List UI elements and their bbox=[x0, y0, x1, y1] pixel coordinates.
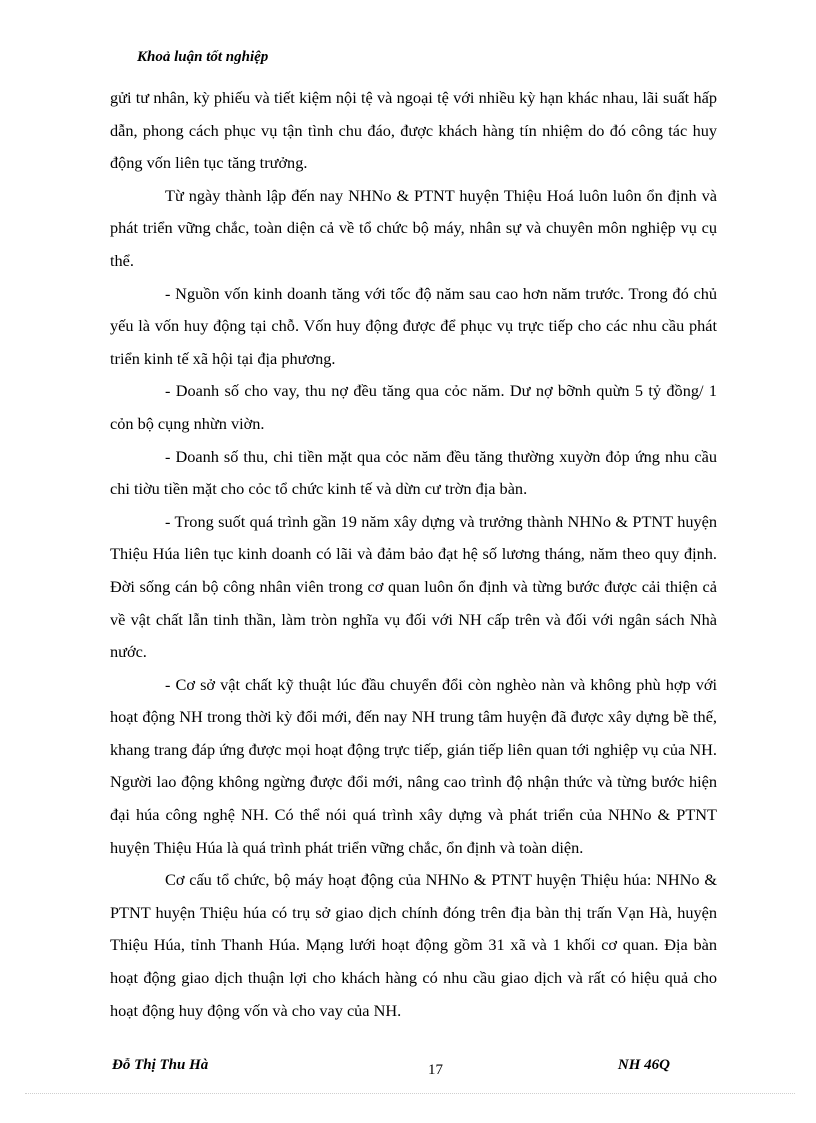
paragraph-establishment: Từ ngày thành lập đến nay NHNo & PTNT huyện Thiệu Hoá luôn luôn ổn định và phát triển vững chắc, toàn diện cả về tổ chức bộ máy, nhân sự và chuyên môn nghiệp vụ cụ thể. bbox=[110, 185, 717, 270]
page-number: 17 bbox=[428, 1062, 443, 1078]
paragraph-organization: Cơ cấu tổ chức, bộ máy hoạt động của NHNo & PTNT huyện Thiệu húa: NHNo & PTNT huyện Thiệu húa có trụ sở giao dịch chính đóng trên địa bàn thị trấn Vạn Hà, huyện Thiệu Húa, tỉnh Thanh Húa. Mạng lưới hoạt động gồm 31 xã và 1 khối cơ quan. Địa bàn hoạt động giao dịch thuận lợi cho khách hàng có nhu cầu giao dịch và rất có hiệu quả cho hoạt động huy động vốn và cho vay của NH. bbox=[110, 870, 717, 1020]
document-header-title: Khoả luận tốt nghiệp bbox=[137, 49, 269, 65]
paragraph-infrastructure: - Cơ sở vật chất kỹ thuật lúc đầu chuyển đổi còn nghèo nàn và không phù hợp với hoạt động NH trong thời kỳ đổi mới, đến nay NH trung tâm huyện đã được xây dựng bề thế, khang trang đáp ứng được mọi hoạt động trực tiếp, gián tiếp liên quan tới nghiệp vụ của NH. Người lao động không ngừng được đổi mới, nâng cao trình độ nhận thức và từng bước hiện đại húa công nghệ NH. Có thể nói quá trình xây dựng và phát triển của NHNo & PTNT huyện Thiệu Húa là quá trình phát triển vững chắc, ổn định và toàn diện. bbox=[110, 674, 717, 857]
paragraph-lending-turnover: - Doanh số cho vay, thu nợ đều tăng qua cỏc năm. Dư nợ bỡnh quừn 5 tỷ đồng/ 1 cỏn bộ cụng nhừn viờn. bbox=[110, 381, 717, 433]
footer-author: Đỗ Thị Thu Hà bbox=[112, 1057, 209, 1073]
page-bottom-divider bbox=[25, 1093, 795, 1094]
paragraph-capital-sources: - Nguồn vốn kinh doanh tăng với tốc độ năm sau cao hơn năm trước. Trong đó chủ yếu là vốn huy động tại chỗ. Vốn huy động được để phục vụ trực tiếp cho các nhu cầu phát triển kinh tế xã hội tại địa phương. bbox=[110, 283, 717, 368]
document-footer bbox=[110, 1055, 670, 1085]
paragraph-cash-turnover: - Doanh số thu, chi tiền mặt qua cỏc năm đều tăng thường xuyờn đỏp ứng nhu cầu chi tiờu tiền mặt cho cỏc tổ chức kinh tế và dừn cư trờn địa bàn. bbox=[110, 446, 717, 499]
footer-class-code: NH 46Q bbox=[617, 1057, 670, 1073]
paragraph-business-results: - Trong suốt quá trình gần 19 năm xây dựng và trưởng thành NHNo & PTNT huyện Thiệu Húa liên tục kinh doanh có lãi và đảm bảo đạt hệ số lương tháng, năm theo quy định. Đời sống cán bộ công nhân viên trong cơ quan luôn ổn định và từng bước được cải thiện cả về vật chất lẫn tinh thần, làm tròn nghĩa vụ đối với NH cấp trên và đối với ngân sách Nhà nước. bbox=[110, 511, 717, 662]
paragraph-continuation: gửi tư nhân, kỳ phiếu và tiết kiệm nội tệ và ngoại tệ với nhiều kỳ hạn khác nhau, lãi suất hấp dẫn, phong cách phục vụ tận tình chu đáo, được khách hàng tín nhiệm do đó công tác huy động vốn liên tục tăng trưởng. bbox=[110, 88, 717, 173]
document-body bbox=[110, 82, 717, 1027]
